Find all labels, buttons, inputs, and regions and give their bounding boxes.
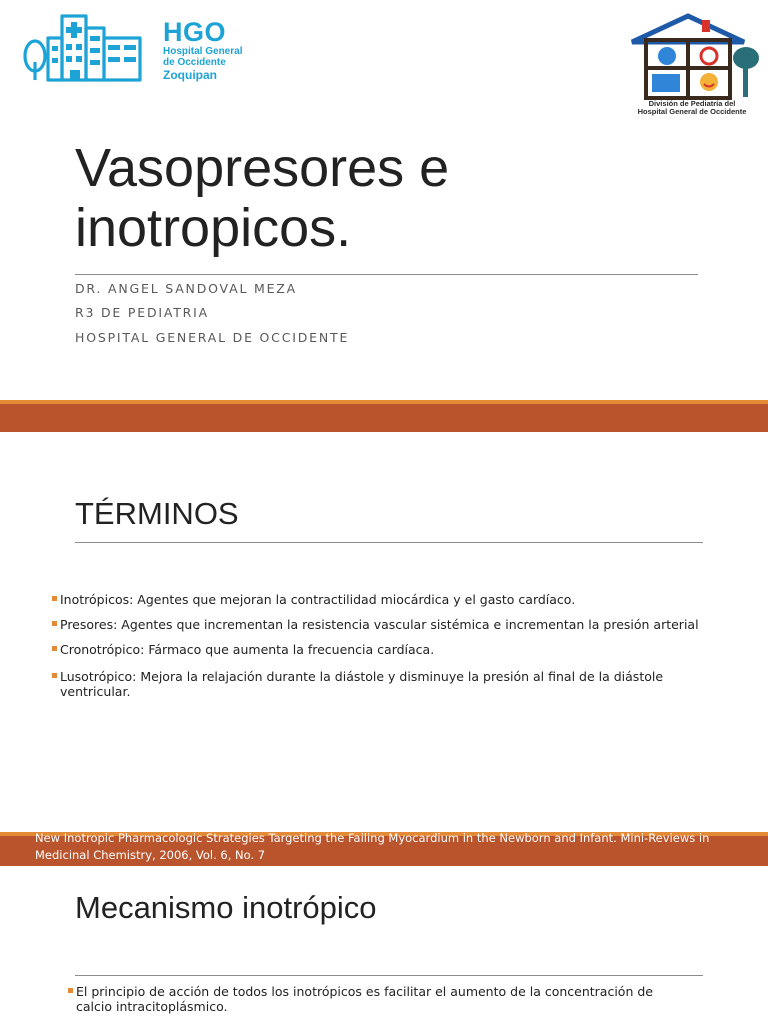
mechanism-list — [68, 984, 688, 1014]
terms-list — [52, 592, 702, 699]
house-children-icon — [622, 12, 762, 102]
bullet-square-icon — [52, 621, 57, 626]
list-item-text: Presores: Agentes que incrementan la resistencia vascular sistémica e incrementan la presión arterial — [60, 617, 699, 632]
hospital-building-icon — [20, 12, 150, 84]
hgo-abbr: HGO — [163, 17, 227, 47]
slide-heading: TÉRMINOS — [75, 496, 239, 531]
hgo-name-line3: Zoquipan — [163, 68, 217, 82]
pediatria-caption — [622, 100, 762, 116]
slide-terminos — [0, 432, 768, 832]
list-item-text: Lusotrópico: Mejora la relajación durante la diástole y disminuye la presión al final de la diástole ventricular. — [60, 669, 664, 699]
pediatria-caption-line2: Hospital General de Occidente — [637, 107, 747, 116]
subtitle-hospital: HOSPITAL GENERAL DE OCCIDENTE — [75, 330, 350, 345]
list-item-text: Inotrópicos: Agentes que mejoran la contractilidad miocárdica y el gasto cardíaco. — [60, 592, 576, 607]
slide-accent-band — [0, 400, 768, 432]
list-item-text: El principio de acción de todos los inotrópicos es facilitar el aumento de la concentración de calcio intracitoplásmico. — [76, 984, 653, 1014]
bullet-square-icon — [68, 988, 73, 993]
hgo-name-line1: Hospital General — [163, 46, 243, 57]
bullet-square-icon — [52, 673, 57, 678]
list-item — [52, 617, 702, 632]
slide-mecanismo — [0, 866, 768, 1024]
heading-divider — [75, 542, 703, 543]
pediatria-caption-line1: División de Pediatría del — [648, 99, 736, 108]
list-item — [68, 984, 688, 1014]
slide-accent-band-top — [0, 400, 768, 404]
hgo-name-line2: de Occidente — [163, 57, 226, 68]
slide-title-text — [75, 138, 695, 258]
title-line-2: inotropicos. — [75, 198, 352, 258]
list-item — [52, 592, 702, 607]
reference-citation: New Inotropic Pharmacologic Strategies Targeting the Failing Myocardium in the Newborn and Infant. Mini-Reviews in Medicinal Chemistry, 2006, Vol. 6, No. 7 — [35, 831, 710, 862]
hgo-logo-text — [163, 18, 242, 82]
subtitle-author: DR. ANGEL SANDOVAL MEZA — [75, 281, 297, 296]
title-line-1: Vasopresores e — [75, 138, 450, 198]
bullet-square-icon — [52, 596, 57, 601]
list-item — [52, 669, 702, 699]
list-item — [52, 642, 702, 657]
heading-divider — [75, 975, 703, 976]
slide-title — [0, 0, 768, 400]
title-divider — [75, 274, 698, 275]
subtitle-role: R3 DE PEDIATRIA — [75, 305, 209, 320]
bullet-square-icon — [52, 646, 57, 651]
slide-heading: Mecanismo inotrópico — [75, 890, 377, 925]
list-item-text: Cronotrópico: Fármaco que aumenta la frecuencia cardíaca. — [60, 642, 435, 657]
